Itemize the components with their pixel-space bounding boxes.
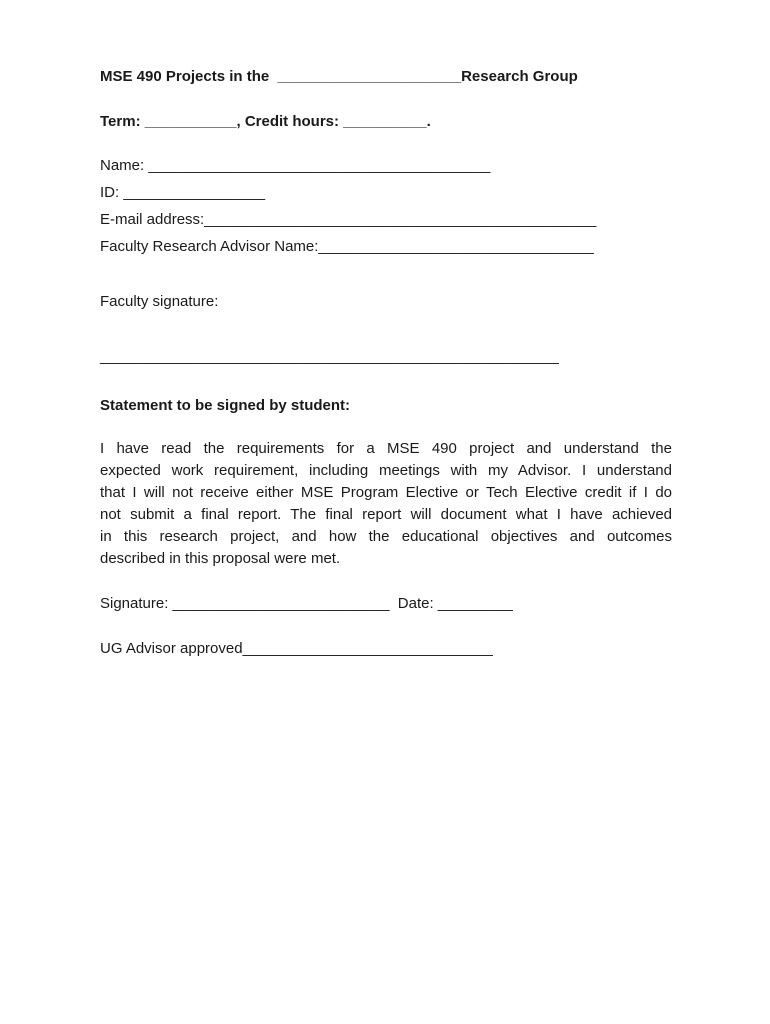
id-field-line[interactable]: ID: _________________ (100, 184, 266, 201)
statement-paragraph (100, 438, 672, 570)
email-field-line[interactable]: E-mail address:_______________________________________________ (100, 211, 597, 228)
statement-heading: Statement to be signed by student: (100, 397, 351, 414)
faculty-signature-blank[interactable]: _______________________________________________________ (100, 348, 559, 365)
form-heading: MSE 490 Projects in the ______________________Research Group (100, 68, 578, 85)
name-field-line[interactable]: Name: _________________________________________ (100, 157, 491, 174)
term-credit-line: Term: ___________, Credit hours: __________. (100, 113, 431, 130)
statement-line: not submit a final report. The final report will document what I have achieved (100, 506, 672, 523)
signature-date-line[interactable]: Signature: __________________________ Date: _________ (100, 595, 513, 612)
statement-line: I have read the requirements for a MSE 490 project and understand the (100, 440, 672, 457)
statement-line: expected work requirement, including meetings with my Advisor. I understand (100, 462, 672, 479)
ug-advisor-approval-line[interactable]: UG Advisor approved______________________________ (100, 640, 493, 657)
advisor-name-field-line[interactable]: Faculty Research Advisor Name:_________________________________ (100, 238, 594, 255)
statement-line: described in this proposal were met. (100, 550, 341, 567)
faculty-signature-label: Faculty signature: (100, 293, 219, 310)
statement-line: in this research project, and how the educational objectives and outcomes (100, 528, 672, 545)
statement-line: that I will not receive either MSE Program Elective or Tech Elective credit if I do (100, 484, 672, 501)
